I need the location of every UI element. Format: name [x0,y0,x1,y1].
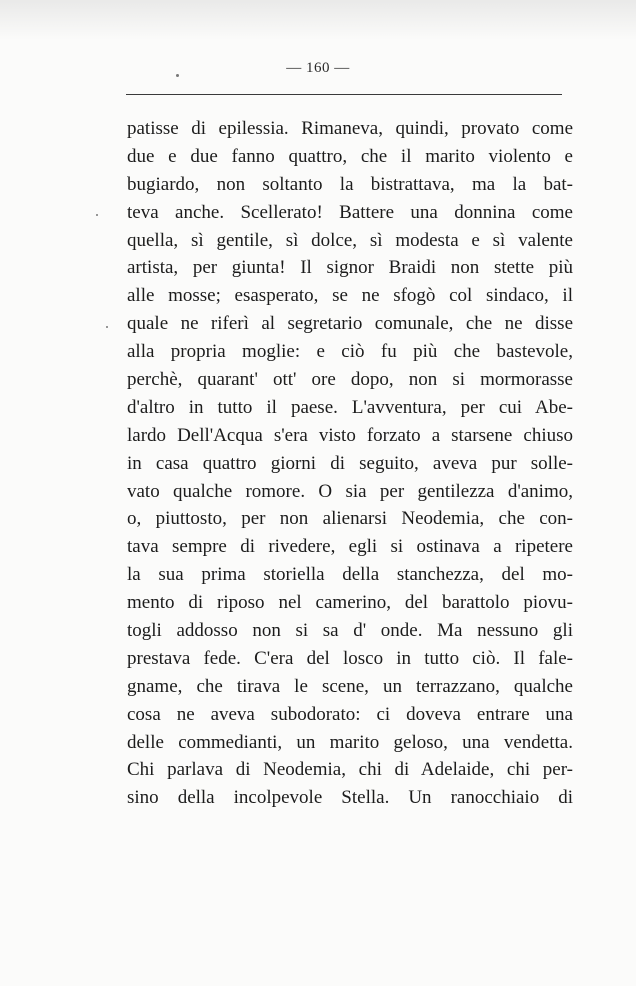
text-line: quella, sì gentile, sì dolce, sì modesta e sì valente [127,229,573,251]
text-line: teva anche. Scellerato! Battere una donnina come [127,201,573,223]
text-line: cosa ne aveva subodorato: ci doveva entrare una [127,703,573,725]
body-text [127,115,573,812]
text-line: patisse di epilessia. Rimaneva, quindi, provato come [127,118,573,139]
text-line: alla propria moglie: e ciò fu più che bastevole, [127,341,573,363]
text-line: artista, per giunta! Il signor Braidi non stette più [127,257,573,279]
text-line: d'altro in tutto il paese. L'avventura, per cui Abe- [127,396,573,418]
text-line: lardo Dell'Acqua s'era visto forzato a starsene chiuso [127,424,573,446]
scan-shadow [0,0,636,40]
text-line: mento di riposo nel camerino, del barattolo piovu- [127,592,573,614]
text-line: delle commedianti, un marito geloso, una vendetta. [127,731,573,753]
text-line: prestava fede. C'era del losco in tutto ciò. Il fale- [127,647,573,669]
text-line: bugiardo, non soltanto la bistrattava, ma la bat- [127,173,573,195]
text-line: tava sempre di rivedere, egli si ostinava a ripetere [127,536,573,558]
text-line: la sua prima storiella della stanchezza, del mo- [127,564,573,586]
text-line: Chi parlava di Neodemia, chi di Adelaide, chi per- [127,759,573,781]
text-line: sino della incolpevole Stella. Un ranocchiaio di [127,787,573,809]
text-line: alle mosse; esasperato, se ne sfogò col sindaco, il [127,285,573,307]
page-number-header: — 160 — [286,60,350,76]
text-line: perchè, quarant' ott' ore dopo, non si mormorasse [127,369,573,391]
text-line: togli addosso non si sa d' onde. Ma nessuno gli [127,620,573,642]
header-rule [126,94,562,95]
text-line: vato qualche romore. O sia per gentilezza d'animo, [127,480,573,502]
text-line: o, piuttosto, per non alienarsi Neodemia, che con- [127,508,573,530]
text-line: due e due fanno quattro, che il marito violento e [127,145,573,167]
text-line: quale ne riferì al segretario comunale, che ne disse [127,313,573,335]
text-line: in casa quattro giorni di seguito, aveva pur solle- [127,452,573,474]
ink-speck [106,326,108,328]
text-line: gname, che tirava le scene, un terrazzano, qualche [127,675,573,697]
ink-speck [96,214,98,216]
